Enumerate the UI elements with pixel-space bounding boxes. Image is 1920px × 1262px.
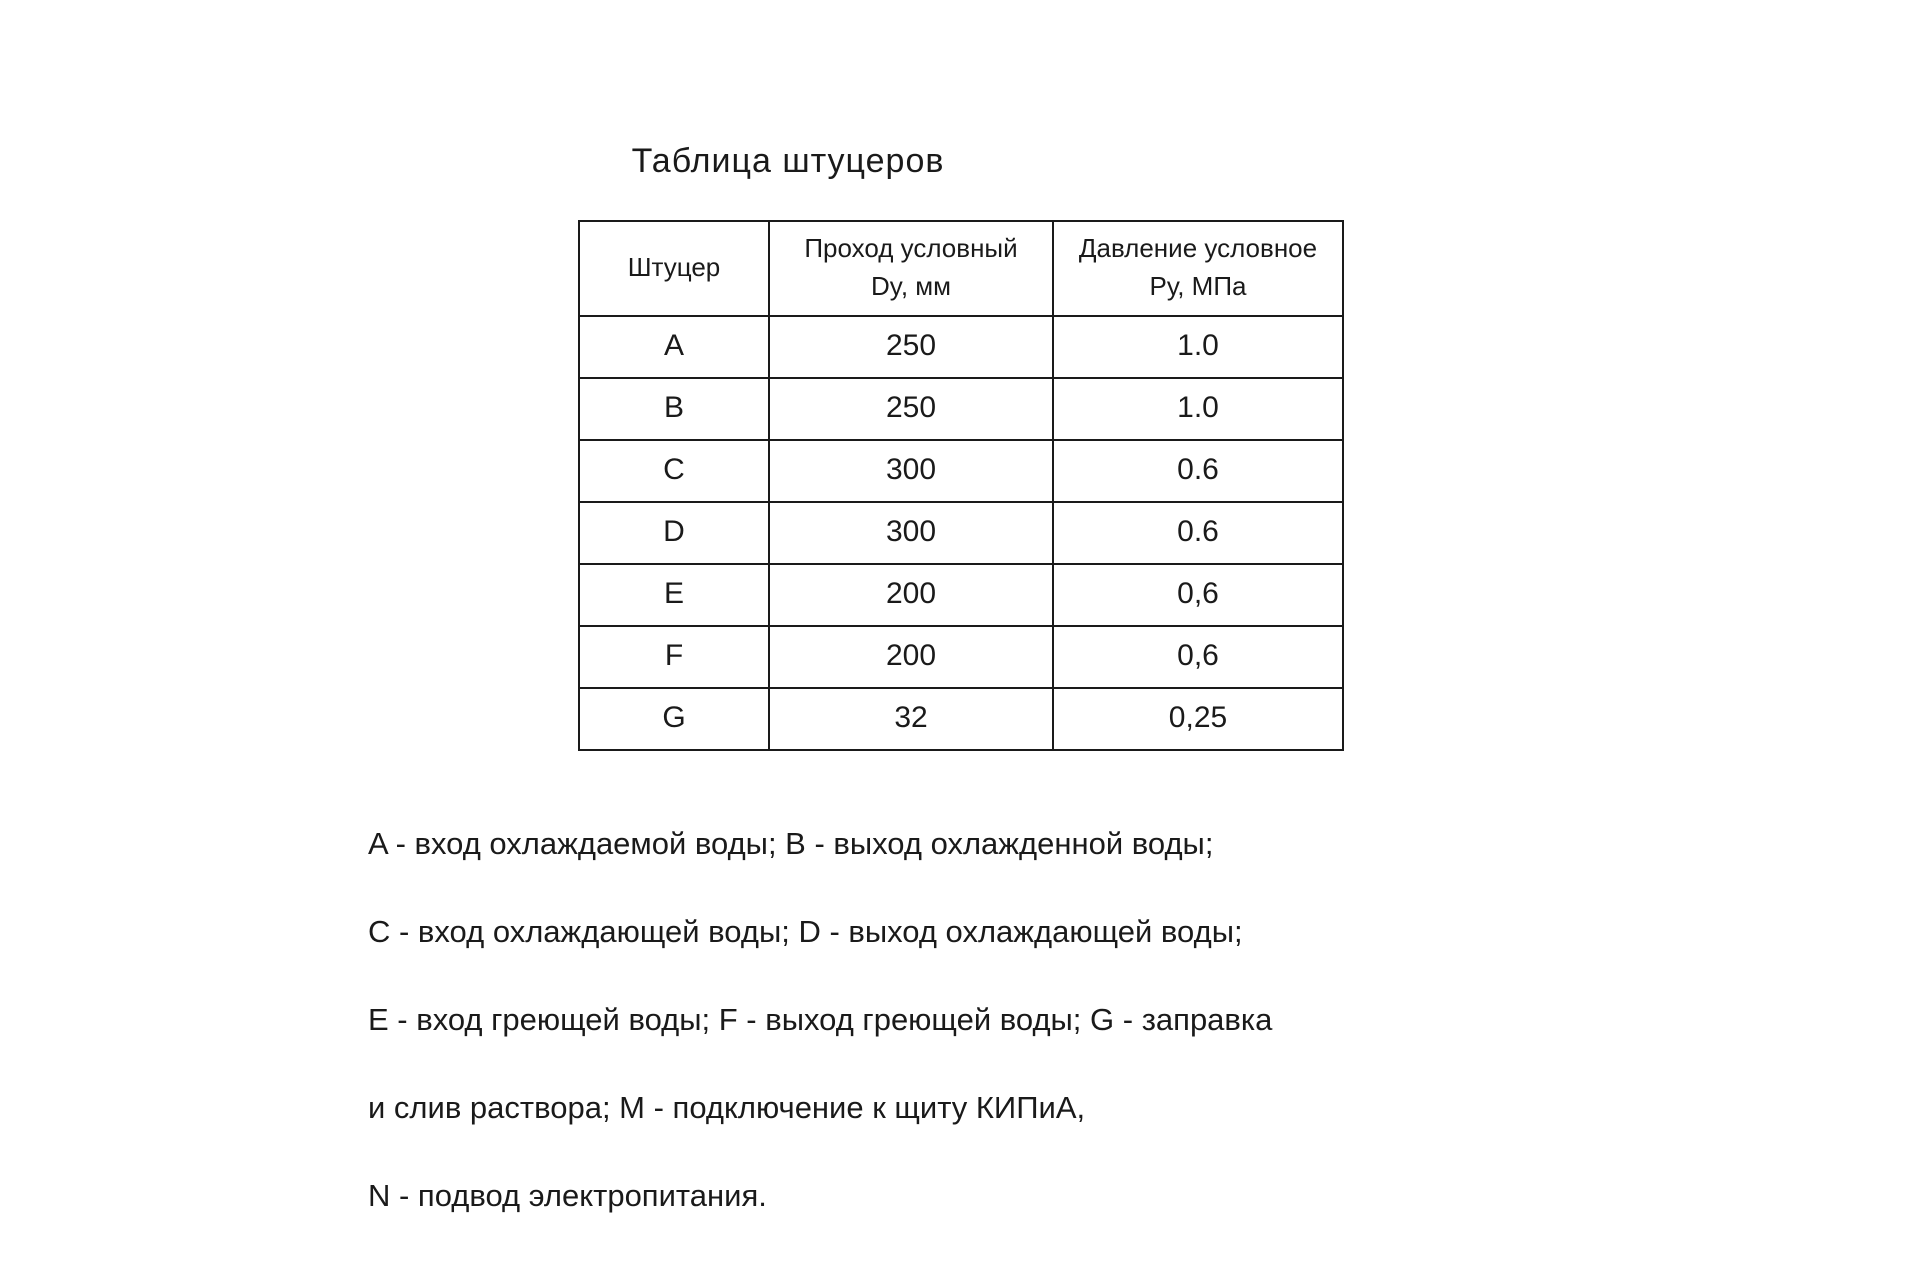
cell-py: 0,6 [1053,564,1343,626]
cell-nozzle: A [579,316,769,378]
cell-nozzle: F [579,626,769,688]
column-header-py [1053,221,1343,316]
cell-py: 1.0 [1053,378,1343,440]
table-row [579,502,1343,564]
cell-py: 0,25 [1053,688,1343,750]
cell-dy: 300 [769,440,1053,502]
legend-line-3: E - вход греющей воды; F - выход греющей воды; G - заправка [368,1002,1273,1038]
table-row [579,688,1343,750]
legend-line-1: A - вход охлаждаемой воды; B - выход охлажденной воды; [368,826,1214,862]
cell-dy: 200 [769,626,1053,688]
column-header-py-line2: Ру, МПа [1149,270,1247,301]
table-row [579,564,1343,626]
cell-dy: 250 [769,378,1053,440]
page-title: Таблица штуцеров [631,142,945,180]
column-header-py-line1: Давление условное [1078,233,1318,263]
cell-dy: 32 [769,688,1053,750]
cell-py: 0.6 [1053,440,1343,502]
cell-py: 0.6 [1053,502,1343,564]
column-header-dy [769,221,1053,316]
cell-dy: 250 [769,316,1053,378]
cell-py: 1.0 [1053,316,1343,378]
table-row [579,378,1343,440]
legend-line-2: C - вход охлаждающей воды; D - выход охлаждающей воды; [368,914,1243,950]
cell-nozzle: B [579,378,769,440]
cell-dy: 300 [769,502,1053,564]
table-header-row [579,221,1343,316]
cell-nozzle: G [579,688,769,750]
table-row [579,626,1343,688]
cell-nozzle: C [579,440,769,502]
table-row [579,316,1343,378]
cell-nozzle: D [579,502,769,564]
nozzle-table [578,220,1344,751]
table-row [579,440,1343,502]
legend-line-5: N - подвод электропитания. [368,1178,767,1214]
column-header-dy-line1: Проход условный [804,233,1018,263]
column-header-dy-line2: Dy, мм [870,270,952,301]
cell-py: 0,6 [1053,626,1343,688]
cell-dy: 200 [769,564,1053,626]
legend-notes [368,778,1768,1262]
column-header-nozzle: Штуцер [579,221,769,316]
legend-line-4: и слив раствора; M - подключение к щиту КИПиА, [368,1090,1086,1126]
cell-nozzle: E [579,564,769,626]
